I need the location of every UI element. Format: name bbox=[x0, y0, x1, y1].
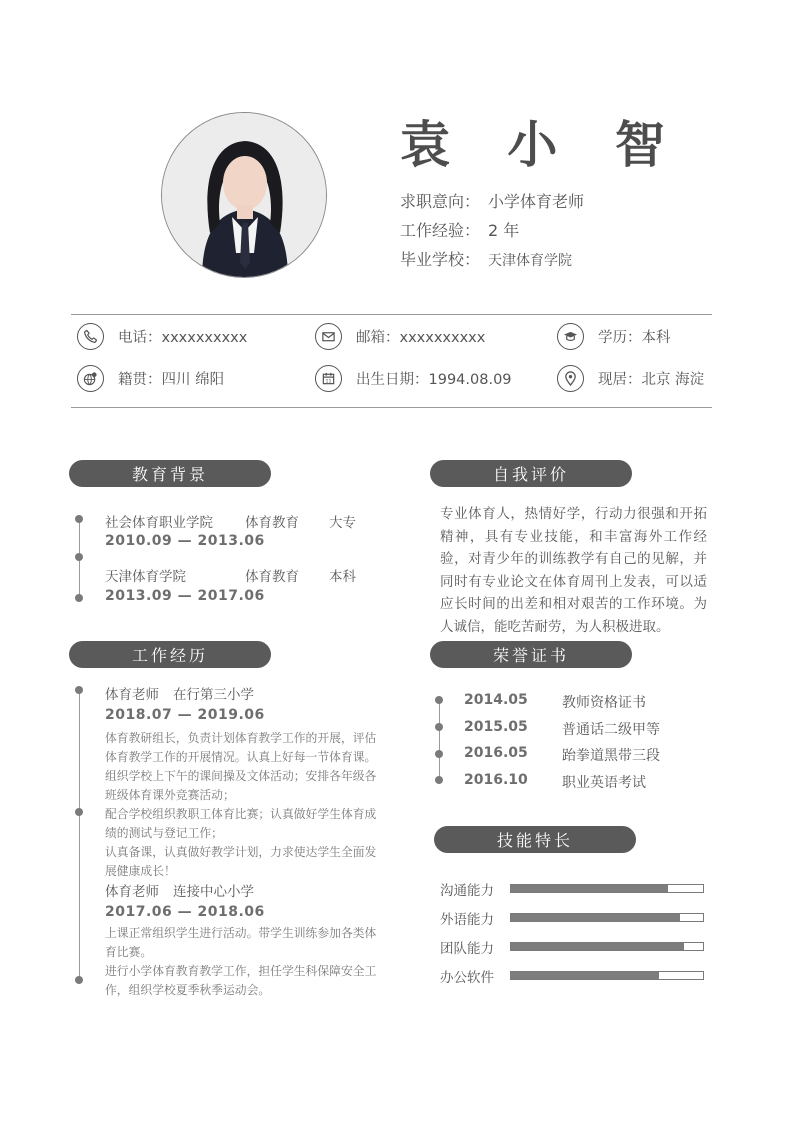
calendar-icon bbox=[315, 365, 342, 392]
contact-email bbox=[315, 323, 485, 350]
timeline-dot bbox=[75, 553, 83, 561]
education-degree: 本科 bbox=[329, 569, 356, 585]
job-intention bbox=[400, 191, 584, 213]
honor-year: 2016.10 bbox=[464, 772, 528, 788]
education-period: 2013.09 — 2017.06 bbox=[105, 588, 265, 604]
education-school: 社会体育职业学院 bbox=[105, 515, 213, 531]
skill-bar-fill bbox=[511, 972, 659, 979]
job-period: 2017.06 — 2018.06 bbox=[105, 904, 265, 920]
skill-name: 团队能力 bbox=[440, 941, 494, 957]
timeline-dot bbox=[75, 976, 83, 984]
work-experience-label: 工作经验： bbox=[400, 221, 481, 240]
job-title bbox=[105, 880, 254, 900]
graduate-school-value: 天津体育学院 bbox=[488, 253, 573, 269]
honor-name: 普通话二级甲等 bbox=[562, 722, 660, 738]
work-experience-years bbox=[400, 220, 519, 242]
skill-bar-fill bbox=[511, 885, 668, 892]
skill-bar bbox=[510, 942, 704, 951]
contact-residence bbox=[557, 365, 704, 392]
section-title-self-evaluation: 自我评价 bbox=[430, 460, 632, 487]
divider-bottom bbox=[71, 407, 712, 408]
person-portrait-icon bbox=[162, 113, 327, 278]
section-title-skills: 技能特长 bbox=[434, 826, 636, 853]
contact-hometown bbox=[77, 365, 224, 392]
self-evaluation-text: 专业体育人，热情好学，行动力很强和开拓精神，具有专业技能，和丰富海外工作经验，对青少年的训练教学有自己的见解，并同时有专业论文在体育周刊上发表，可以适应长时间的出差和相对艰苦的工作环境。为人诚信，能吃苦耐劳，为人积极进取。 bbox=[440, 506, 707, 635]
honor-year: 2016.05 bbox=[464, 745, 528, 761]
job-description-line: 配合学校组织教职工体育比赛；认真做好学生体育成绩的测试与登记工作； bbox=[105, 807, 377, 840]
graduate-school-label: 毕业学校： bbox=[400, 250, 481, 269]
skill-bar bbox=[510, 884, 704, 893]
timeline-dot bbox=[435, 776, 443, 784]
phone-icon bbox=[77, 323, 104, 350]
contact-email-text: 邮箱：xxxxxxxxxx bbox=[356, 330, 486, 346]
contact-residence-text: 现居：北京 海淀 bbox=[598, 372, 705, 388]
contact-phone bbox=[77, 323, 247, 350]
contact-birthdate bbox=[315, 365, 512, 392]
skill-name: 外语能力 bbox=[440, 912, 494, 928]
globe-pin-icon bbox=[77, 365, 104, 392]
divider-top bbox=[71, 314, 712, 315]
job-role: 体育老师 bbox=[105, 884, 159, 900]
honor-name: 职业英语考试 bbox=[562, 775, 646, 791]
contact-hometown-text: 籍贯：四川 绵阳 bbox=[118, 372, 225, 388]
education-major: 体育教育 bbox=[245, 515, 299, 531]
honor-item bbox=[464, 745, 660, 765]
education-item bbox=[105, 511, 356, 531]
job-intention-value: 小学体育老师 bbox=[488, 192, 585, 211]
job-company: 连接中心小学 bbox=[173, 884, 254, 900]
job-description-line: 进行小学体育教育教学工作，担任学生科保障安全工作，组织学校夏季秋季运动会。 bbox=[105, 964, 377, 997]
timeline-dot bbox=[435, 723, 443, 731]
timeline-dot bbox=[75, 515, 83, 523]
mail-icon bbox=[315, 323, 342, 350]
job-description-line: 组织学校上下午的课间操及文体活动；安排各年级各班级体育课外竞赛活动； bbox=[105, 769, 377, 802]
graduate-school bbox=[400, 249, 572, 272]
education-item bbox=[105, 565, 356, 585]
job-description bbox=[105, 924, 387, 1000]
skill-bar-fill bbox=[511, 943, 684, 950]
skill-bar bbox=[510, 913, 704, 922]
location-pin-icon bbox=[557, 365, 584, 392]
timeline-dot bbox=[75, 808, 83, 816]
honor-item bbox=[464, 719, 660, 739]
contact-education-text: 学历：本科 bbox=[598, 330, 671, 346]
timeline-dot bbox=[435, 696, 443, 704]
skill-bar bbox=[510, 971, 704, 980]
honor-year: 2014.05 bbox=[464, 692, 528, 708]
work-experience-value: 2 年 bbox=[488, 221, 520, 240]
job-description-line: 体育教研组长，负责计划体育教学工作的开展，评估体育教学工作的开展情况。认真上好每一节体育课。 bbox=[105, 731, 377, 764]
timeline-dot bbox=[75, 686, 83, 694]
job-role: 体育老师 bbox=[105, 687, 159, 703]
honor-name: 跆拳道黑带三段 bbox=[562, 748, 660, 764]
section-title-education: 教育背景 bbox=[69, 460, 271, 487]
svg-text:11: 11 bbox=[325, 379, 332, 385]
job-description-line: 认真备课，认真做好教学计划，力求使达学生全面发展健康成长！ bbox=[105, 845, 377, 878]
timeline-dot bbox=[435, 750, 443, 758]
skill-name: 办公软件 bbox=[440, 970, 494, 986]
honor-name: 教师资格证书 bbox=[562, 695, 646, 711]
education-period: 2010.09 — 2013.06 bbox=[105, 533, 265, 549]
honor-year: 2015.05 bbox=[464, 719, 528, 735]
timeline-dot bbox=[75, 594, 83, 602]
section-title-honors: 荣誉证书 bbox=[430, 641, 632, 668]
honors-timeline-line bbox=[439, 700, 440, 780]
skill-bar-fill bbox=[511, 914, 680, 921]
education-major: 体育教育 bbox=[245, 569, 299, 585]
skill-name: 沟通能力 bbox=[440, 883, 494, 899]
contact-education bbox=[557, 323, 671, 350]
job-description bbox=[105, 729, 387, 881]
honor-item bbox=[464, 692, 646, 712]
job-description-line: 上课正常组织学生进行活动。带学生训练参加各类体育比赛。 bbox=[105, 926, 377, 959]
candidate-name: 袁 小 智 bbox=[400, 116, 685, 174]
job-intention-label: 求职意向： bbox=[400, 192, 481, 211]
job-company: 在行第三小学 bbox=[173, 687, 254, 703]
job-title bbox=[105, 683, 254, 703]
avatar-photo bbox=[161, 112, 327, 278]
education-degree: 大专 bbox=[329, 515, 356, 531]
education-school: 天津体育学院 bbox=[105, 569, 186, 585]
job-period: 2018.07 — 2019.06 bbox=[105, 707, 265, 723]
contact-birthdate-text: 出生日期：1994.08.09 bbox=[356, 372, 512, 388]
graduation-cap-icon bbox=[557, 323, 584, 350]
honor-item bbox=[464, 772, 646, 792]
section-title-work: 工作经历 bbox=[69, 641, 271, 668]
contact-phone-text: 电话：xxxxxxxxxx bbox=[118, 330, 248, 346]
work-timeline-line bbox=[79, 690, 80, 980]
